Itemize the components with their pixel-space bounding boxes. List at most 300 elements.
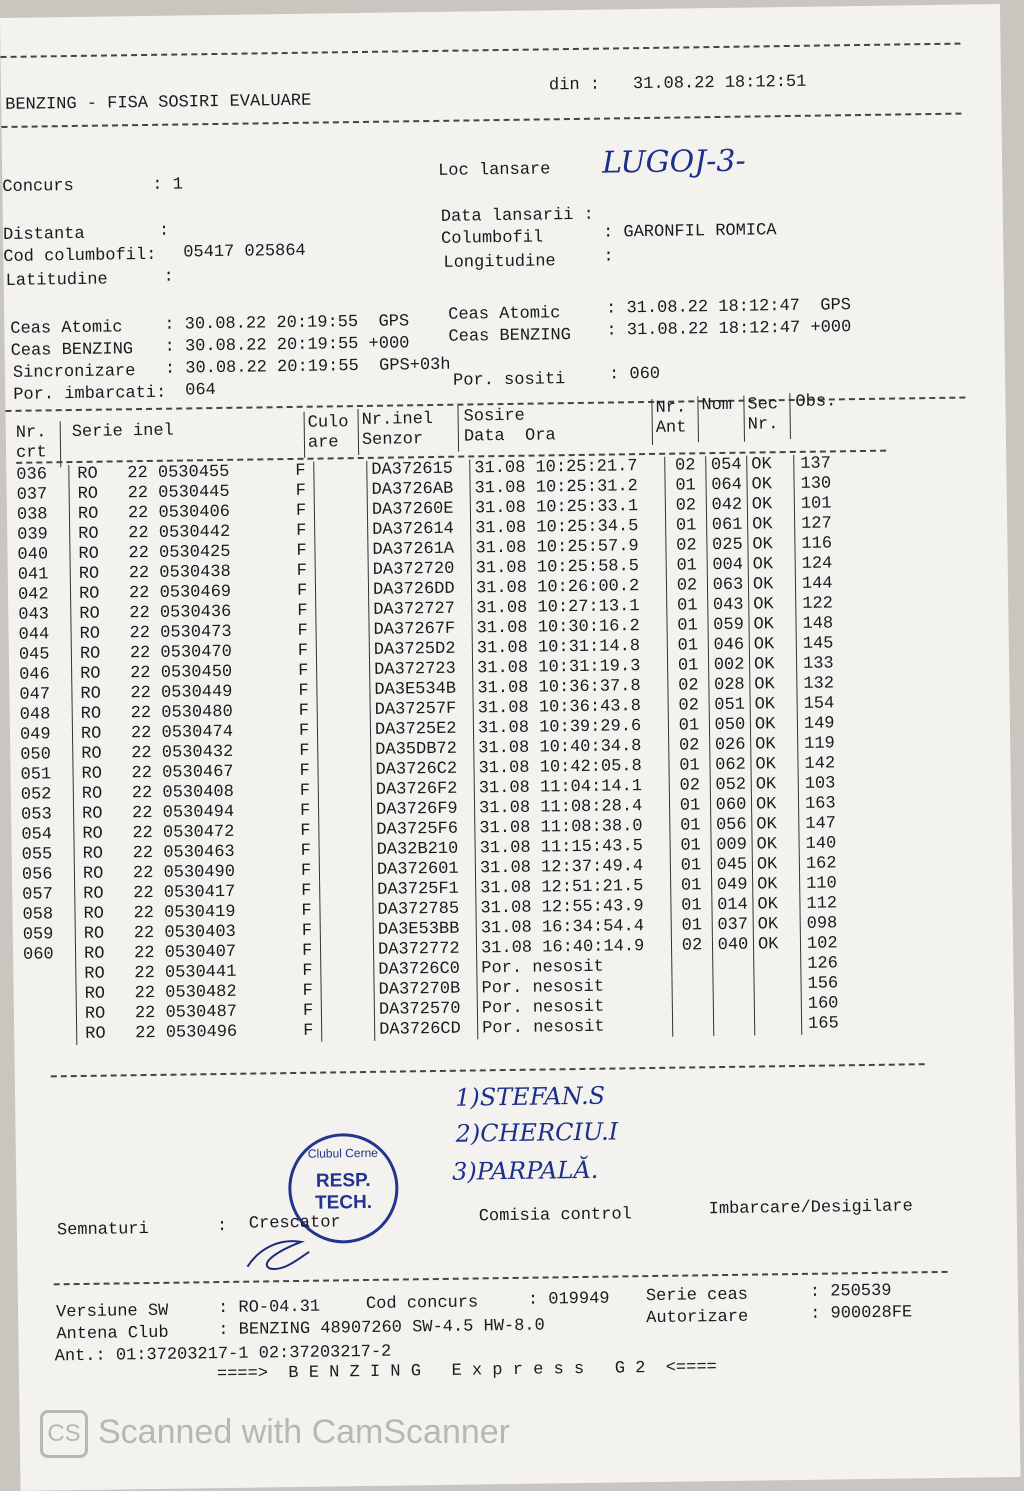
row-country: RO: [72, 724, 131, 745]
row-nom: 028: [709, 676, 750, 697]
row-country: RO: [76, 964, 135, 985]
row-nom: 059: [708, 616, 749, 637]
row-arrival-time: 31.08 10:30:16.2: [472, 617, 667, 640]
row-nr: 056: [21, 865, 53, 885]
row-nom: 062: [710, 756, 751, 777]
row-obs: 142: [798, 754, 857, 775]
row-ring-series: 22 0530408: [131, 782, 234, 804]
row-sensor-tag: DA3725D2: [369, 639, 472, 660]
row-antenna: 02: [666, 576, 707, 597]
stamp-resp-text: RESP.: [315, 1169, 371, 1192]
row-sensor-tag: DA372785: [373, 899, 476, 920]
row-obs: 165: [801, 1014, 860, 1035]
loc-lansare-handwritten: LUGOJ-3-: [601, 143, 746, 181]
row-country: RO: [71, 624, 130, 645]
row-obs: 156: [801, 974, 860, 995]
row-color: [314, 481, 367, 502]
divider: [51, 1063, 925, 1077]
row-security: OK: [749, 635, 796, 656]
row-country: RO: [69, 464, 128, 485]
row-sensor-tag: DA372570: [374, 999, 477, 1020]
row-nom: 042: [706, 496, 747, 517]
row-obs: 140: [799, 834, 858, 855]
row-color: [317, 661, 370, 682]
row-security: [755, 1015, 802, 1036]
distanta-value: :: [158, 221, 170, 241]
row-sensor-tag: DA3726C2: [371, 759, 474, 780]
row-arrival-time: 31.08 10:31:14.8: [472, 637, 667, 660]
row-obs: 145: [796, 634, 855, 655]
row-obs: 132: [797, 674, 856, 695]
row-nr: 060: [22, 945, 54, 965]
row-country: RO: [69, 484, 128, 505]
row-country: RO: [75, 884, 134, 905]
row-ring-series: 22 0530472: [132, 822, 235, 844]
row-ring-series: 22 0530490: [132, 862, 236, 884]
row-nr: 047: [19, 685, 51, 705]
row-country: RO: [74, 844, 133, 865]
imbarcare-label: Imbarcare/Desigilare: [708, 1197, 913, 1220]
row-ring-series: 22 0530473: [129, 622, 232, 644]
column-rule: [743, 396, 745, 442]
din-label: din :: [548, 75, 601, 96]
row-obs: 102: [800, 934, 859, 955]
row-nom: 002: [708, 656, 749, 677]
por-imbarcati-label: Por. imbarcati:: [13, 383, 167, 405]
serie-ceas-label: Serie ceas: [645, 1285, 749, 1307]
col-header-data-ora: Data Ora: [463, 426, 556, 447]
row-color: [321, 961, 374, 982]
row-nr: [24, 1025, 77, 1046]
row-antenna: 01: [667, 656, 708, 677]
row-color: [315, 561, 368, 582]
row-nom: 037: [712, 916, 753, 937]
right-ceas-benzing-value: : 31.08.22 18:12:47 +000: [606, 318, 852, 341]
row-nom: [713, 976, 754, 997]
row-ring-series: 22 0530432: [131, 742, 234, 764]
row-nr: 058: [22, 905, 54, 925]
row-color: [317, 681, 370, 702]
row-ring-series: 22 0530403: [133, 922, 236, 944]
row-country: RO: [75, 904, 134, 925]
col-header-nr: Nr.: [15, 423, 47, 443]
row-antenna: 02: [665, 456, 706, 477]
right-ceas-atomic-value: : 31.08.22 18:12:47 GPS: [605, 296, 852, 319]
sincronizare-label: Sincronizare: [12, 362, 136, 383]
row-obs: 122: [796, 594, 855, 615]
row-sex: F: [302, 961, 313, 981]
row-sensor-tag: DA3725E2: [370, 719, 473, 740]
concurs-label: Concurs: [2, 176, 74, 197]
row-sensor-tag: DA372615: [367, 459, 470, 480]
row-arrival-time: 31.08 10:27:13.1: [472, 597, 667, 620]
row-sensor-tag: DA3726F9: [371, 799, 474, 820]
row-arrival-time: 31.08 10:25:57.9: [471, 537, 666, 560]
row-sex: F: [302, 1001, 314, 1021]
right-ceas-benzing-label: Ceas BENZING: [448, 326, 572, 347]
longitudine-label: Longitudine: [443, 252, 556, 273]
handwritten-signature-1: 1)STEFAN.S: [454, 1081, 606, 1112]
row-nr: 054: [21, 825, 53, 845]
row-ring-series: 22 0530425: [128, 542, 231, 564]
row-nr: 039: [17, 525, 48, 545]
column-rule: [651, 399, 653, 445]
row-arrival-time: Por. nesosit: [478, 1017, 673, 1040]
row-security: OK: [748, 555, 795, 576]
row-country: RO: [71, 644, 130, 665]
row-nr: 036: [16, 465, 48, 485]
concurs-value: : 1: [152, 175, 184, 195]
cod-columbofil-label: Cod columbofil:: [3, 245, 157, 267]
row-ring-series: 22 0530469: [128, 582, 232, 604]
row-security: OK: [753, 915, 800, 936]
row-nom: [713, 996, 754, 1017]
row-nom: 046: [708, 636, 749, 657]
row-sensor-tag: DA372723: [370, 659, 473, 680]
row-arrival-time: 31.08 10:39:29.6: [473, 717, 668, 740]
column-rule: [457, 406, 459, 452]
row-country: RO: [73, 784, 132, 805]
row-nom: [714, 1016, 755, 1037]
row-sensor-tag: DA3726DD: [368, 579, 471, 600]
antena-value: : BENZING 48907260 SW-4.5 HW-8.0: [218, 1316, 545, 1341]
col-header-serie: Serie inel: [71, 421, 174, 443]
row-nr: 046: [19, 665, 50, 685]
row-arrival-time: 31.08 12:55:43.9: [476, 897, 671, 920]
row-country: RO: [70, 524, 129, 545]
row-country: RO: [70, 564, 129, 585]
row-color: [316, 601, 369, 622]
data-lansarii-label: Data lansarii :: [440, 205, 594, 227]
row-obs: 103: [798, 774, 857, 795]
row-country: RO: [73, 804, 132, 825]
row-security: OK: [751, 795, 798, 816]
row-nr: 049: [19, 725, 51, 745]
row-sensor-tag: DA3725F6: [372, 819, 475, 840]
versiune-label: Versiune SW: [55, 1301, 169, 1323]
row-security: OK: [747, 455, 794, 476]
row-country: RO: [74, 824, 133, 845]
row-obs: 137: [794, 454, 853, 475]
row-ring-series: 22 0530455: [127, 462, 230, 484]
row-ring-series: 22 0530442: [128, 522, 231, 544]
row-sex: F: [299, 741, 310, 761]
row-color: [316, 641, 369, 662]
row-ring-series: 22 0530450: [130, 662, 233, 684]
row-sex: F: [299, 781, 311, 801]
semnaturi-label: Semnaturi: [56, 1220, 149, 1241]
row-sensor-tag: DA3E53BB: [373, 919, 476, 940]
row-sex: F: [298, 701, 310, 721]
row-sensor-tag: DA37267F: [369, 619, 472, 640]
row-security: OK: [748, 515, 795, 536]
row-country: RO: [72, 704, 131, 725]
distanta-label: Distanta: [2, 224, 85, 245]
row-arrival-time: 31.08 11:08:38.0: [475, 817, 670, 840]
row-arrival-time: 31.08 10:25:31.2: [470, 477, 665, 500]
row-sex: F: [301, 941, 313, 961]
row-country: RO: [70, 584, 129, 605]
row-nr: 050: [20, 745, 52, 765]
column-rule: [697, 396, 699, 442]
handwritten-signature-2: 2)CHERCIU.I: [455, 1117, 619, 1148]
row-antenna: 02: [669, 776, 710, 797]
row-country: RO: [75, 924, 134, 945]
row-security: OK: [751, 755, 798, 776]
row-antenna: 01: [667, 616, 708, 637]
row-arrival-time: 31.08 11:15:43.5: [475, 837, 670, 860]
row-arrival-time: 31.08 10:36:37.8: [473, 677, 668, 700]
camscanner-watermark: [40, 1410, 510, 1458]
col-header-sosire: Sosire: [463, 406, 525, 427]
row-security: [754, 955, 801, 976]
columbofil-label: Columbofil: [441, 228, 544, 249]
row-sensor-tag: DA372614: [368, 519, 471, 540]
row-antenna: [672, 956, 713, 977]
row-security: OK: [752, 855, 799, 876]
row-security: OK: [748, 575, 795, 596]
row-sex: F: [301, 921, 313, 941]
row-arrival-time: 31.08 16:34:54.4: [476, 917, 671, 940]
row-antenna: 01: [666, 556, 707, 577]
col-header-nr-ant: Nr.: [655, 398, 687, 418]
row-nom: 009: [711, 836, 752, 857]
row-obs: 116: [795, 534, 854, 555]
row-nom: 052: [710, 776, 751, 797]
row-security: OK: [747, 475, 794, 496]
row-sensor-tag: DA3726F2: [371, 779, 474, 800]
column-rule: [304, 412, 306, 458]
row-ring-series: 22 0530496: [135, 1022, 238, 1044]
row-sensor-tag: DA372727: [369, 599, 472, 620]
row-color: [319, 861, 372, 882]
row-ring-series: 22 0530419: [133, 902, 236, 924]
row-obs: 133: [796, 654, 855, 675]
col-header-are: are: [307, 433, 339, 453]
row-obs: 110: [800, 874, 859, 895]
row-obs: 098: [800, 914, 859, 935]
row-antenna: 01: [670, 856, 711, 877]
row-country: RO: [70, 544, 129, 565]
por-imbarcati-value: 064: [185, 381, 216, 401]
row-country: RO: [73, 764, 132, 785]
row-color: [317, 701, 370, 722]
row-sex: F: [298, 661, 309, 681]
col-header-nom: Nom: [701, 395, 733, 416]
row-sensor-tag: DA37260E: [367, 499, 470, 520]
row-security: OK: [750, 675, 797, 696]
row-ring-series: 22 0530445: [127, 482, 230, 504]
row-obs: 112: [800, 894, 859, 915]
row-nom: 056: [711, 816, 752, 837]
autorizare-label: Autorizare: [646, 1307, 749, 1329]
row-nr: [24, 985, 77, 1006]
row-ring-series: 22 0530449: [130, 682, 233, 704]
row-arrival-time: 31.08 10:36:43.8: [473, 697, 668, 720]
row-arrival-time: 31.08 10:25:34.5: [471, 517, 666, 540]
row-security: OK: [752, 815, 799, 836]
longitudine-value: :: [603, 247, 614, 267]
row-ring-series: 22 0530487: [134, 1002, 238, 1024]
row-antenna: 02: [669, 736, 710, 757]
row-nr: 043: [18, 605, 50, 625]
crescator-label: Crescator: [248, 1213, 341, 1234]
row-sensor-tag: DA37261A: [368, 539, 471, 560]
row-ring-series: 22 0530436: [129, 602, 232, 624]
columbofil-value: : GARONFIL ROMICA: [602, 221, 777, 243]
row-color: [315, 541, 368, 562]
row-nom: 014: [712, 896, 753, 917]
row-color: [320, 941, 373, 962]
row-sensor-tag: DA3725F1: [373, 879, 476, 900]
handwritten-signature-3: 3)PARPALĂ.: [451, 1155, 599, 1186]
por-sositi-label: Por. sositi: [452, 370, 566, 391]
serie-ceas-value: : 250539: [809, 1281, 892, 1302]
express-banner: ====> B E N Z I N G E x p r e s s G 2 <====: [216, 1358, 717, 1385]
row-nom: 045: [711, 856, 752, 877]
row-ring-series: 22 0530441: [134, 962, 237, 984]
row-nom: 049: [712, 876, 753, 897]
row-antenna: 01: [671, 876, 712, 897]
row-antenna: 02: [666, 536, 707, 557]
row-nr: 051: [20, 765, 52, 785]
ceas-atomic-value: : 30.08.22 20:19:55 GPS: [164, 312, 410, 335]
row-nom: 064: [706, 476, 747, 497]
divider: [2, 113, 962, 128]
row-sensor-tag: DA372772: [373, 939, 476, 960]
row-arrival-time: Por. nesosit: [477, 977, 672, 1000]
row-antenna: 01: [670, 816, 711, 837]
row-arrival-time: 31.08 16:40:14.9: [476, 937, 671, 960]
row-ring-series: 22 0530406: [127, 502, 231, 524]
din-value: 31.08.22 18:12:51: [632, 72, 807, 95]
row-antenna: 01: [671, 916, 712, 937]
row-color: [315, 581, 368, 602]
cod-concurs-value: : 019949: [527, 1289, 610, 1310]
row-color: [319, 821, 372, 842]
row-sex: F: [302, 981, 313, 1001]
row-obs: 163: [798, 794, 857, 815]
row-antenna: [672, 996, 713, 1017]
row-color: [322, 1021, 375, 1042]
row-sensor-tag: DA35DB72: [371, 739, 474, 760]
row-country: RO: [71, 604, 130, 625]
row-security: OK: [753, 895, 800, 916]
row-color: [316, 621, 369, 642]
row-nom: 060: [710, 796, 751, 817]
row-nr: 041: [17, 565, 49, 585]
row-obs: 124: [795, 554, 854, 575]
row-obs: 119: [798, 734, 857, 755]
row-sex: F: [300, 861, 312, 881]
col-header-ant: Ant: [655, 418, 687, 438]
row-obs: 127: [795, 514, 854, 535]
row-nr: [23, 965, 76, 986]
column-rule: [357, 409, 359, 455]
row-nr: [24, 1005, 77, 1026]
row-antenna: 01: [669, 756, 710, 777]
row-nom: 025: [707, 536, 748, 557]
divider: [1, 43, 961, 58]
stamp-club-text: Clubul Cerne: [307, 1145, 378, 1161]
row-arrival-time: 31.08 11:08:28.4: [474, 797, 669, 820]
row-arrival-time: Por. nesosit: [477, 997, 672, 1020]
row-sex: F: [301, 881, 312, 901]
row-security: OK: [753, 875, 800, 896]
row-arrival-time: 31.08 10:26:00.2: [471, 577, 666, 600]
row-arrival-time: Por. nesosit: [477, 957, 672, 980]
row-security: [754, 975, 801, 996]
row-color: [320, 881, 373, 902]
row-sensor-tag: DA3726AB: [367, 479, 470, 500]
col-header-nr-inel: Nr.inel: [361, 409, 434, 430]
row-sex: F: [296, 541, 307, 561]
row-nr: 040: [17, 545, 49, 565]
row-nom: 061: [707, 516, 748, 537]
row-sex: F: [303, 1021, 314, 1041]
antenna-line: Ant.: 01:37203217-1 02:37203217-2: [54, 1342, 392, 1367]
row-security: OK: [750, 715, 797, 736]
row-antenna: 01: [669, 796, 710, 817]
row-sex: F: [300, 841, 311, 861]
row-ring-series: 22 0530463: [132, 842, 235, 864]
row-sex: F: [295, 481, 306, 501]
row-obs: 144: [795, 574, 854, 595]
row-arrival-time: 31.08 10:42:05.8: [474, 757, 669, 780]
row-sensor-tag: DA3726CD: [375, 1019, 478, 1040]
row-nr: 053: [21, 805, 52, 825]
row-antenna: 01: [668, 716, 709, 737]
row-security: OK: [749, 595, 796, 616]
crescator-signature-scribble: [239, 1228, 320, 1279]
row-arrival-time: 31.08 10:40:34.8: [474, 737, 669, 760]
arrivals-table: [16, 454, 860, 1046]
row-color: [318, 781, 371, 802]
row-nom: 043: [708, 596, 749, 617]
row-color: [314, 501, 367, 522]
row-nom: 050: [709, 716, 750, 737]
row-ring-series: 22 0530407: [133, 942, 237, 964]
row-nom: 051: [709, 696, 750, 717]
row-obs: 154: [797, 694, 856, 715]
row-sex: F: [295, 501, 307, 521]
comisia-label: Comisia control: [478, 1205, 632, 1227]
row-security: OK: [747, 495, 794, 516]
row-sex: F: [301, 901, 312, 921]
row-ring-series: 22 0530417: [133, 882, 236, 904]
row-country: RO: [76, 984, 135, 1005]
col-header-sec-nr: Nr.: [747, 415, 779, 435]
row-country: RO: [73, 744, 132, 765]
row-nr: 048: [19, 705, 51, 725]
row-nom: 026: [710, 736, 751, 757]
latitudine-value: :: [163, 267, 174, 287]
row-arrival-time: 31.08 10:25:33.1: [470, 497, 665, 520]
row-obs: 160: [801, 994, 860, 1015]
row-antenna: 01: [670, 836, 711, 857]
row-ring-series: 22 0530480: [130, 702, 233, 724]
row-obs: 148: [796, 614, 855, 635]
row-nom: [713, 956, 754, 977]
versiune-value: : RO-04.31: [217, 1297, 321, 1319]
row-arrival-time: 31.08 10:25:58.5: [471, 557, 666, 580]
row-color: [318, 741, 371, 762]
row-arrival-time: 31.08 12:37:49.4: [475, 857, 670, 880]
row-color: [320, 901, 373, 922]
row-ring-series: 22 0530470: [129, 642, 233, 664]
antena-label: Antena Club: [56, 1323, 169, 1345]
row-security: OK: [752, 835, 799, 856]
